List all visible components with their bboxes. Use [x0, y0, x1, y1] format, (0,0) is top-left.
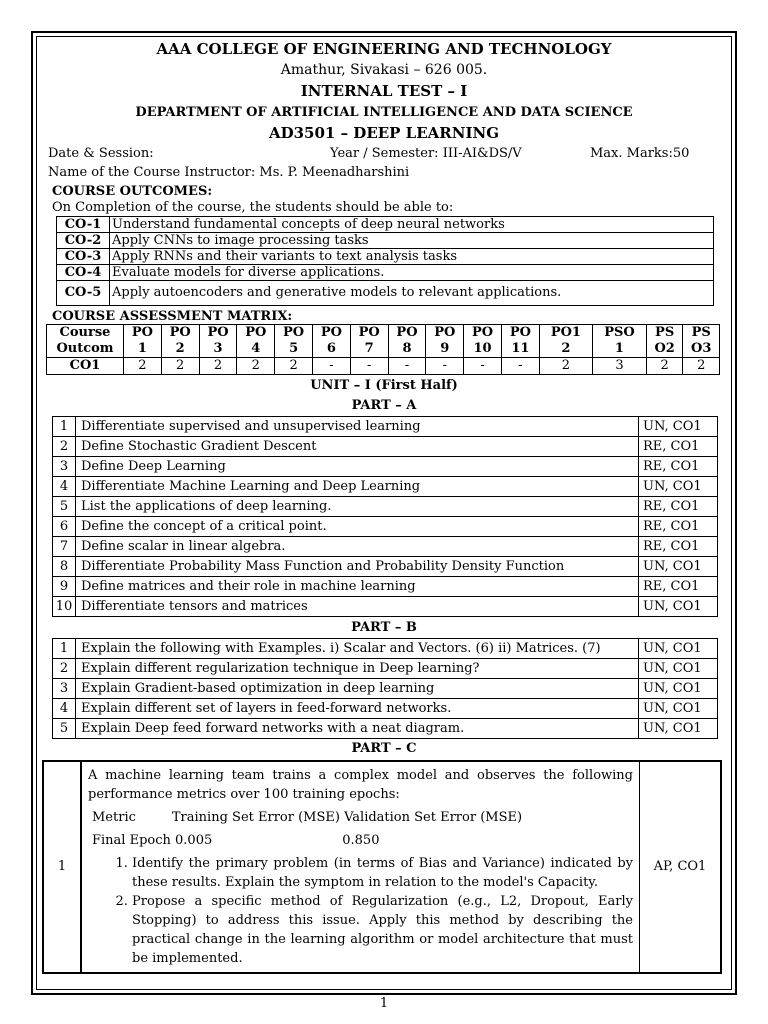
question-text: Differentiate supervised and unsupervised learning — [76, 417, 639, 437]
matrix-header: Course Outcom — [47, 325, 124, 358]
matrix-cell: - — [388, 358, 426, 375]
table-row — [53, 497, 718, 517]
question-number: 4 — [53, 699, 76, 719]
part-b-title: PART – B — [351, 620, 417, 635]
matrix-cell: 2 — [199, 358, 237, 375]
matrix-cell: CO1 — [47, 358, 124, 375]
question-mark: UN, CO1 — [639, 597, 718, 617]
question-mark: UN, CO1 — [639, 639, 718, 659]
co-code: CO-5 — [57, 281, 110, 306]
course-outcomes-heading: COURSE OUTCOMES: — [52, 184, 213, 199]
co-text: Apply RNNs and their variants to text analysis tasks — [110, 249, 714, 265]
question-mark: RE, CO1 — [639, 497, 718, 517]
final-train-value: 0.005 — [175, 833, 213, 848]
co-code: CO-1 — [57, 217, 110, 233]
question-number: 1 — [53, 639, 76, 659]
question-number: 9 — [53, 577, 76, 597]
table-row — [53, 719, 718, 739]
question-text: Differentiate tensors and matrices — [76, 597, 639, 617]
question-number: 6 — [53, 517, 76, 537]
co-code: CO-3 — [57, 249, 110, 265]
question-text: List the applications of deep learning. — [76, 497, 639, 517]
table-row — [57, 265, 714, 281]
question-number: 10 — [53, 597, 76, 617]
table-row — [53, 679, 718, 699]
year-semester: Year / Semester: III-AI&DS/V — [330, 146, 522, 161]
metric-val-label: Validation Set Error (MSE) — [344, 810, 523, 825]
table-row — [53, 557, 718, 577]
question-mark: UN, CO1 — [639, 417, 718, 437]
question-number: 3 — [53, 457, 76, 477]
table-row — [53, 699, 718, 719]
question-mark: UN, CO1 — [639, 659, 718, 679]
part-c-title: PART – C — [351, 741, 417, 756]
matrix-cell: - — [464, 358, 502, 375]
question-body — [82, 761, 640, 973]
college-name: AAA COLLEGE OF ENGINEERING AND TECHNOLOGY — [156, 40, 612, 58]
final-val-value: 0.850 — [342, 833, 380, 848]
metric-train-label: Training Set Error (MSE) — [171, 810, 340, 825]
table-row — [43, 761, 721, 973]
question-mark: RE, CO1 — [639, 537, 718, 557]
metric-label: Metric — [92, 810, 136, 825]
question-text: Define Stochastic Gradient Descent — [76, 437, 639, 457]
question-mark: RE, CO1 — [639, 437, 718, 457]
co-text: Apply CNNs to image processing tasks — [110, 233, 714, 249]
question-text: Differentiate Machine Learning and Deep Learning — [76, 477, 639, 497]
question-mark: RE, CO1 — [639, 517, 718, 537]
sub-question-list — [88, 854, 633, 968]
co-text: Apply autoencoders and generative models to relevant applications. — [110, 281, 714, 306]
question-mark: RE, CO1 — [639, 457, 718, 477]
table-row — [57, 281, 714, 306]
matrix-cell: - — [501, 358, 539, 375]
matrix-cell: 2 — [539, 358, 592, 375]
question-text: Define scalar in linear algebra. — [76, 537, 639, 557]
assessment-matrix-heading: COURSE ASSESSMENT MATRIX: — [52, 309, 293, 324]
question-text: Explain different set of layers in feed-forward networks. — [76, 699, 639, 719]
co-text: Evaluate models for diverse applications. — [110, 265, 714, 281]
table-row — [53, 517, 718, 537]
question-text: Explain Deep feed forward networks with a neat diagram. — [76, 719, 639, 739]
table-row — [47, 358, 720, 375]
question-number: 8 — [53, 557, 76, 577]
question-mark: RE, CO1 — [639, 577, 718, 597]
co-code: CO-2 — [57, 233, 110, 249]
question-number: 3 — [53, 679, 76, 699]
question-mark: UN, CO1 — [639, 557, 718, 577]
question-number: 5 — [53, 497, 76, 517]
course-title: AD3501 – DEEP LEARNING — [268, 124, 500, 142]
question-mark: UN, CO1 — [639, 477, 718, 497]
question-mark: UN, CO1 — [639, 679, 718, 699]
table-row — [57, 233, 714, 249]
question-text: Differentiate Probability Mass Function and Probability Density Function — [76, 557, 639, 577]
question-number: 2 — [53, 659, 76, 679]
max-marks: Max. Marks:50 — [590, 146, 690, 161]
question-intro: A machine learning team trains a complex model and observes the following performance metrics over 100 training epochs: — [88, 768, 633, 802]
matrix-cell: 2 — [124, 358, 162, 375]
question-number: 1 — [43, 761, 81, 973]
matrix-header: PO 3 — [199, 325, 237, 358]
question-text: Define matrices and their role in machine learning — [76, 577, 639, 597]
matrix-cell: 2 — [683, 358, 720, 375]
matrix-header: PO 6 — [312, 325, 350, 358]
table-row — [53, 437, 718, 457]
question-mark: UN, CO1 — [639, 699, 718, 719]
table-row — [53, 537, 718, 557]
matrix-header: PSO 1 — [593, 325, 647, 358]
page-number: 1 — [379, 996, 389, 1011]
matrix-cell: - — [312, 358, 350, 375]
table-row — [53, 457, 718, 477]
matrix-header: PO 9 — [426, 325, 464, 358]
question-number: 4 — [53, 477, 76, 497]
table-row — [53, 417, 718, 437]
matrix-cell: 2 — [161, 358, 199, 375]
question-mark: AP, CO1 — [640, 761, 722, 973]
question-number: 7 — [53, 537, 76, 557]
question-text: Explain different regularization technique in Deep learning? — [76, 659, 639, 679]
part-a-table — [52, 416, 718, 617]
question-text: Explain Gradient-based optimization in deep learning — [76, 679, 639, 699]
matrix-header: PO 2 — [161, 325, 199, 358]
table-row — [57, 217, 714, 233]
matrix-cell: 2 — [646, 358, 683, 375]
matrix-cell: 2 — [275, 358, 313, 375]
matrix-header: PO 10 — [464, 325, 502, 358]
matrix-cell: - — [426, 358, 464, 375]
course-instructor: Name of the Course Instructor: Ms. P. Meenadharshini — [48, 165, 410, 180]
matrix-header: PO 5 — [275, 325, 313, 358]
final-epoch-row — [92, 831, 633, 850]
question-text: Define the concept of a critical point. — [76, 517, 639, 537]
table-row — [47, 325, 720, 358]
question-number: 5 — [53, 719, 76, 739]
list-item: 1. Identify the primary problem (in terms of Bias and Variance) indicated by these results. Explain the symptom in relation to the model's Capacity. — [132, 854, 633, 892]
table-row — [53, 477, 718, 497]
matrix-cell: - — [350, 358, 388, 375]
matrix-cell: 3 — [593, 358, 647, 375]
matrix-header: PO 4 — [237, 325, 275, 358]
course-outcomes-intro: On Completion of the course, the students should be able to: — [52, 200, 454, 215]
question-mark: UN, CO1 — [639, 719, 718, 739]
college-address: Amathur, Sivakasi – 626 005. — [280, 62, 488, 78]
exam-title: INTERNAL TEST – I — [300, 82, 468, 100]
matrix-cell: 2 — [237, 358, 275, 375]
part-c-table — [42, 760, 722, 974]
part-b-table — [52, 638, 718, 739]
matrix-header: PO1 2 — [539, 325, 592, 358]
question-text: Explain the following with Examples. i) Scalar and Vectors. (6) ii) Matrices. (7) — [76, 639, 639, 659]
table-row — [53, 639, 718, 659]
table-row — [53, 659, 718, 679]
final-epoch-label: Final Epoch — [92, 833, 171, 848]
question-number: 2 — [53, 437, 76, 457]
matrix-header: PO 11 — [501, 325, 539, 358]
table-row — [53, 597, 718, 617]
department-name: DEPARTMENT OF ARTIFICIAL INTELLIGENCE AND DATA SCIENCE — [135, 105, 633, 120]
unit-title: UNIT – I (First Half) — [310, 378, 458, 393]
list-item: 2. Propose a specific method of Regularization (e.g., L2, Dropout, Early Stopping) to address this issue. Apply this method by describing the practical change in the learning algorithm or model architecture that must be implemented. — [132, 892, 633, 968]
matrix-header: PO 7 — [350, 325, 388, 358]
assessment-matrix-table — [46, 324, 720, 375]
date-session: Date & Session: — [48, 146, 154, 161]
matrix-header: PO 8 — [388, 325, 426, 358]
matrix-header: PO 1 — [124, 325, 162, 358]
co-code: CO-4 — [57, 265, 110, 281]
question-text: Define Deep Learning — [76, 457, 639, 477]
matrix-header: PS O3 — [683, 325, 720, 358]
metric-header-row — [92, 808, 633, 827]
part-a-title: PART – A — [351, 398, 417, 413]
course-outcomes-table — [56, 216, 714, 306]
table-row — [57, 249, 714, 265]
matrix-header: PS O2 — [646, 325, 683, 358]
co-text: Understand fundamental concepts of deep neural networks — [110, 217, 714, 233]
table-row — [53, 577, 718, 597]
question-number: 1 — [53, 417, 76, 437]
